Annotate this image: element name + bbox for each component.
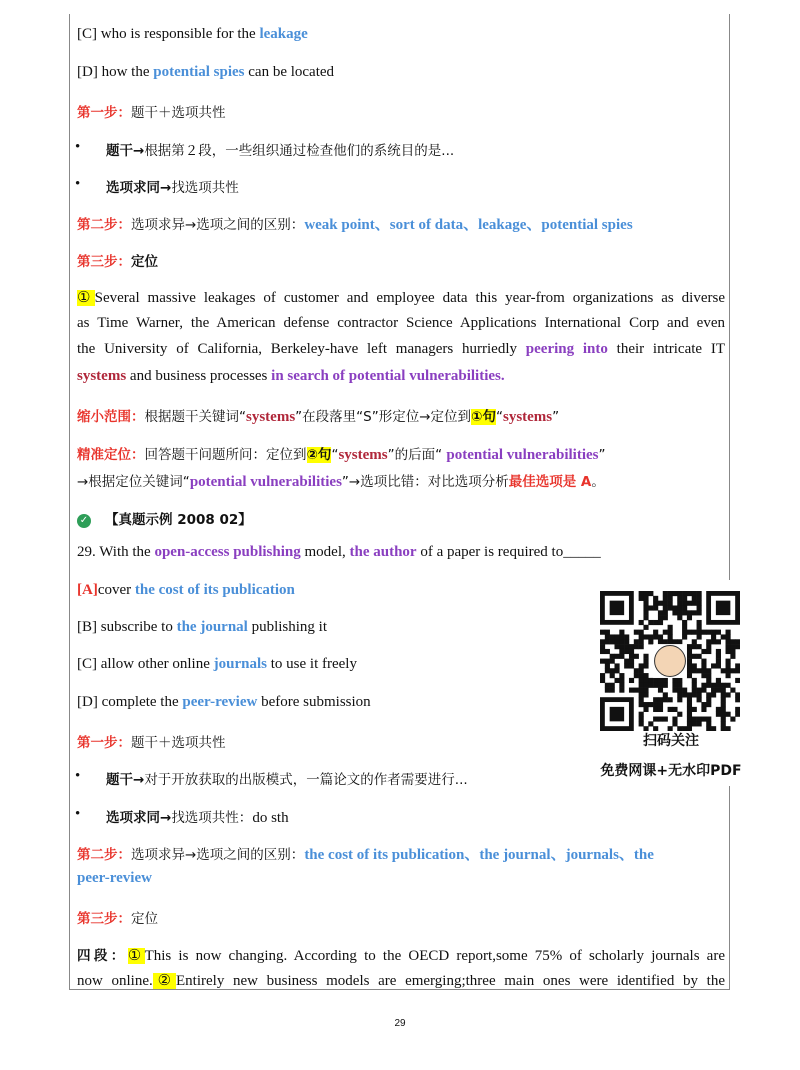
passage-line-2: as Time Warner, the American defense contractor Science Applications International Corp and even [77,315,725,331]
step3-prev: 第三步：定位 [77,254,158,270]
option-a: [A]cover the cost of its publication [77,582,295,598]
check-circle-icon: ✓ [77,514,91,528]
qr-subcaption: 免费网课+无水印PDF [600,763,742,779]
page-number: 29 [394,1018,406,1029]
step1: 第一步：题干＋选项共性 [77,735,226,751]
step2: 第二步：选项求异→选项之间的区别：the cost of its publication、the journal、journals、the [77,847,654,863]
passage-line-4: systems and business processes in search of potential vulnerabilities. [77,368,505,384]
avatar [655,646,686,677]
qr-code-icon[interactable] [600,591,740,731]
passage-29-line-1: 四段：①This is now changing. According to the OECD report,some 75% of scholarly journals are [77,948,725,964]
precise-locate-2: →根据定位关键词“potential vulnerabilities”→选项比错：对比选项分析最佳选项是 A。 [77,474,605,490]
step1-prev: 第一步：题干＋选项共性 [77,105,226,121]
option-d: [D] complete the peer-review before submission [77,694,371,710]
option-c-prev: [C] who is responsible for the leakage [77,26,308,42]
step2-cont: peer-review [77,870,152,886]
option-c: [C] allow other online journals to use it freely [77,656,357,672]
option-b: [B] subscribe to the journal publishing it [77,619,328,635]
example-heading: ✓ 【真题示例 2008 02】 [77,508,725,529]
passage-line-3: the University of California, Berkeley-have left managers hurriedly peering into their intricate IT [77,341,725,357]
option-d-prev: [D] how the potential spies can be located [77,64,335,80]
bullet-stem: • 题干→对于开放获取的出版模式，一篇论文的作者需要进行... [75,768,468,788]
bullet-common: • 选项求同→找选项共性：do sth [75,806,289,826]
qr-promo [572,580,770,786]
bullet-stem-prev: • 题干→根据第２段，一些组织通过检查他们的系统目的是... [75,139,455,159]
qr-caption: 扫码关注 [643,733,699,749]
question-29-stem: 29. With the open-access publishing model, the author of a paper is required to_____ [77,544,601,560]
bullet-common-prev: • 选项求同→找选项共性 [75,176,239,196]
passage-line-1: ①Several massive leakages of customer and employee data this year-from organizations as diverse [77,290,725,306]
narrow-scope: 缩小范围：根据题干关键词“systems”在段落里“S”形定位→定位到①句“systems” [77,409,560,425]
step2-prev: 第二步：选项求异→选项之间的区别：weak point、sort of data、leakage、potential spies [77,217,633,233]
precise-locate: 精准定位：回答题干问题所问：定位到②句“systems”的后面“ potential vulnerabilities” [77,447,606,463]
step3: 第三步：定位 [77,911,158,927]
passage-29-line-2: now online.②Entirely new business models are emerging;three main ones were identified by the [77,973,725,989]
